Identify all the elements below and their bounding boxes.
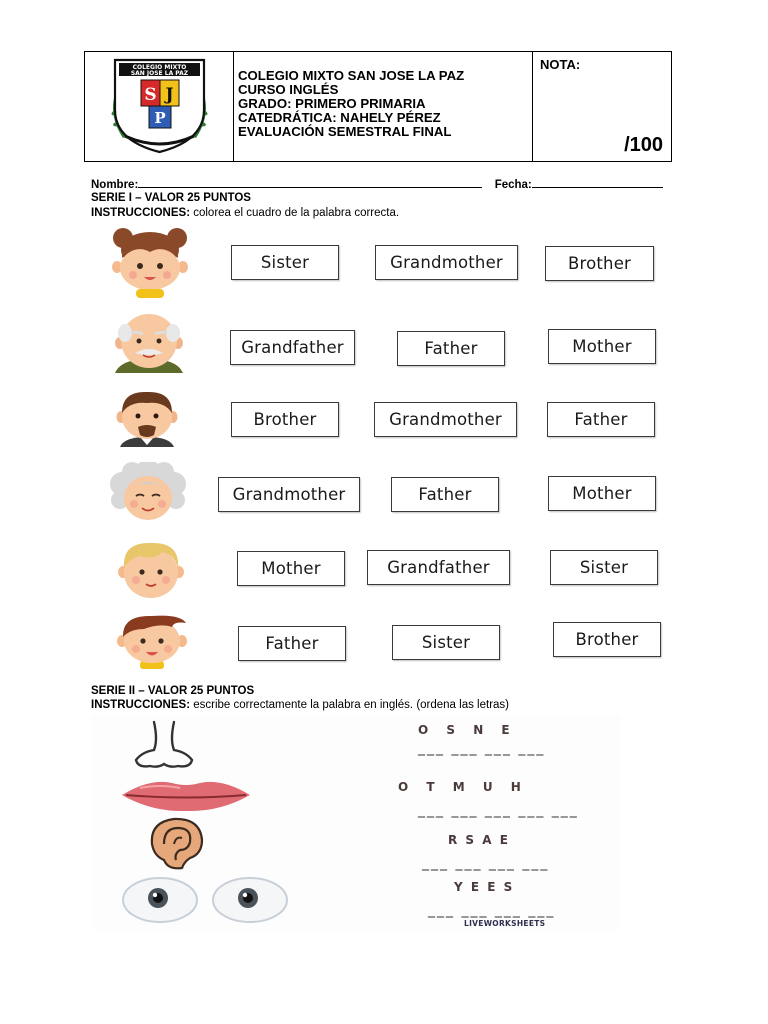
option-r4-father[interactable]: Father [391, 477, 499, 512]
liveworksheet-panel [92, 716, 620, 930]
scramble-2: O T M U H [398, 780, 521, 794]
scramble-3: R S A E [448, 833, 508, 847]
grade-level: GRADO: PRIMERO PRIMARIA [238, 96, 426, 111]
blond-boy-icon [116, 540, 186, 600]
option-r4-grandmother[interactable]: Grandmother [218, 477, 360, 512]
serie2-title: SERIE II – VALOR 25 PUNTOS [91, 685, 255, 697]
option-r5-sister[interactable]: Sister [550, 550, 658, 585]
option-r4-mother[interactable]: Mother [548, 476, 656, 511]
grandmother-icon [108, 462, 188, 524]
grade-total: /100 [624, 134, 663, 156]
grandfather-icon [111, 311, 187, 373]
grade-cell [533, 52, 671, 161]
blanks-3[interactable]: ___ ___ ___ ___ [422, 855, 550, 871]
name-label: Nombre: [91, 179, 139, 191]
serie1-title: SERIE I – VALOR 25 PUNTOS [91, 192, 251, 204]
name-field[interactable] [138, 177, 482, 188]
logo-letter-j: J [165, 85, 174, 105]
serie2-instructions-text: escribe correctamente la palabra en inglés. (ordena las letras) [190, 699, 509, 711]
logo-letter-s: S [144, 85, 157, 105]
logo-letter-p: P [154, 109, 166, 127]
option-r2-father[interactable]: Father [397, 331, 505, 366]
header-table [84, 51, 672, 162]
blanks-4[interactable]: ___ ___ ___ ___ [428, 902, 556, 918]
exam-title: EVALUACIÓN SEMESTRAL FINAL [238, 124, 452, 139]
serie2-instructions-label: INSTRUCCIONES: [91, 699, 191, 711]
grade-label: NOTA: [540, 57, 581, 72]
logo-text-top: COLEGIO MIXTO [132, 64, 187, 71]
option-r5-mother[interactable]: Mother [237, 551, 345, 586]
date-field[interactable] [532, 177, 663, 188]
school-name: COLEGIO MIXTO SAN JOSE LA PAZ [238, 68, 465, 83]
liveworksheets-watermark: LIVEWORKSHEETS [464, 919, 546, 928]
serie1-instructions-text: colorea el cuadro de la palabra correcta. [190, 207, 400, 219]
option-r1-sister[interactable]: Sister [231, 245, 339, 280]
logo-text-bottom: SAN JOSE LA PAZ [130, 70, 189, 77]
serie1-instructions [91, 207, 399, 219]
scramble-4: Y E E S [454, 880, 513, 894]
serie2-instructions [91, 699, 509, 711]
girl-icon [106, 226, 194, 298]
option-r2-grandfather[interactable]: Grandfather [230, 330, 355, 365]
father-icon [114, 389, 180, 447]
option-r3-father[interactable]: Father [547, 402, 655, 437]
boy-icon [114, 613, 190, 669]
option-r2-mother[interactable]: Mother [548, 329, 656, 364]
ear-icon [144, 816, 208, 870]
teacher-name: CATEDRÁTICA: NAHELY PÉREZ [238, 110, 441, 125]
option-r3-grandmother[interactable]: Grandmother [374, 402, 517, 437]
option-r6-sister[interactable]: Sister [392, 625, 500, 660]
school-info [238, 69, 464, 139]
nose-icon [114, 720, 214, 770]
name-row [91, 177, 663, 191]
school-crest-logo [85, 52, 234, 161]
logo-cell [85, 52, 234, 161]
mouth-icon [120, 778, 252, 812]
school-info-cell [234, 52, 533, 161]
option-r1-brother[interactable]: Brother [545, 246, 654, 281]
course-name: CURSO INGLÉS [238, 82, 339, 97]
option-r1-grandmother[interactable]: Grandmother [375, 245, 518, 280]
option-r6-father[interactable]: Father [238, 626, 346, 661]
option-r6-brother[interactable]: Brother [553, 622, 661, 657]
eyes-icon [122, 876, 290, 924]
serie1-instructions-label: INSTRUCCIONES: [91, 207, 191, 219]
blanks-2[interactable]: ___ ___ ___ ___ ___ [418, 802, 579, 818]
blanks-1[interactable]: ___ ___ ___ ___ [418, 740, 546, 756]
date-label: Fecha: [494, 179, 532, 191]
option-r3-brother[interactable]: Brother [231, 402, 339, 437]
scramble-1: O S N E [418, 723, 510, 737]
option-r5-grandfather[interactable]: Grandfather [367, 550, 510, 585]
